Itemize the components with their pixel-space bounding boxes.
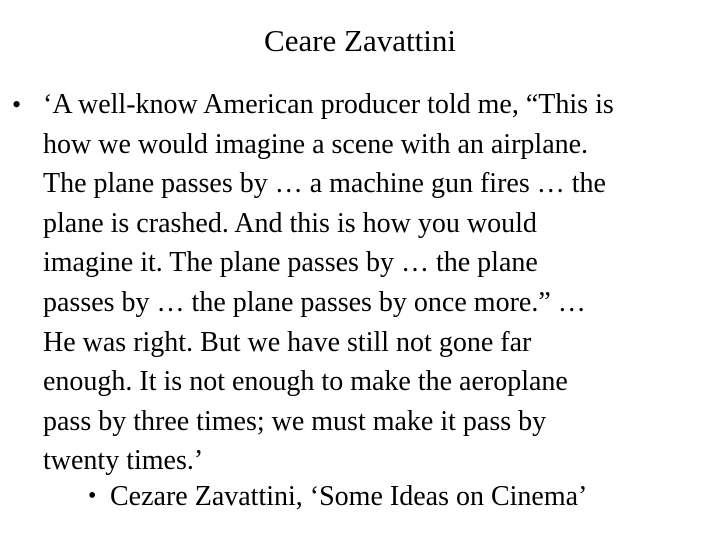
citation-text: Cezare Zavattini, ‘Some Ideas on Cinema’ [110,481,588,512]
slide-title [0,21,720,61]
quote-text: ‘A well-know American producer told me, “This is how we would imagine a scene with an airplane. The plane passes by … a machine gun fires … the plane is crashed. And this is how you would imagine it. The plane passes by … the plane passes by … the plane passes by once more.” … He was right. But we have still not gone far enough. It is not enough to make the aeroplane pass by three times; we must make it pass by twenty times.’ [43,89,614,477]
sub-bullet-icon: • [88,483,97,509]
bullet-icon: • [12,90,22,119]
slide-title-text: Ceare Zavattini [264,23,456,58]
